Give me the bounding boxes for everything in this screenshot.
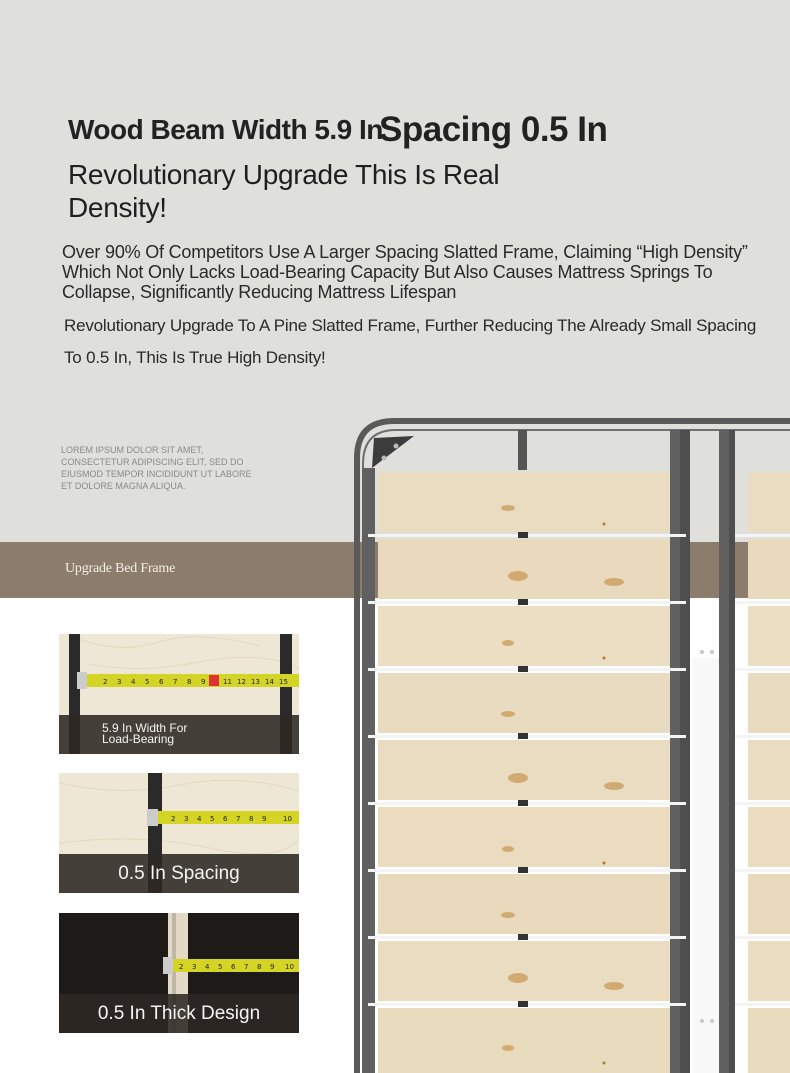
- svg-text:6: 6: [223, 815, 228, 823]
- competitor-paragraph: Over 90% Of Competitors Use A Larger Spacing Slatted Frame, Claiming “High Density” Which Not Only Lacks Load-Bearing Capacity But Also Causes Mattress Springs To Collapse, Significantly Reducing Mattress Lifespan: [62, 242, 748, 302]
- svg-text:9: 9: [270, 963, 275, 971]
- svg-text:5: 5: [210, 815, 215, 823]
- svg-text:8: 8: [187, 678, 192, 686]
- svg-text:4: 4: [205, 963, 210, 971]
- svg-text:3: 3: [117, 678, 122, 686]
- svg-text:2: 2: [103, 678, 108, 686]
- svg-text:13: 13: [251, 678, 260, 686]
- slatted-frame-illustration: [352, 418, 790, 1073]
- svg-text:3: 3: [192, 963, 197, 971]
- svg-text:11: 11: [223, 678, 232, 686]
- svg-text:10: 10: [283, 815, 292, 823]
- svg-text:6: 6: [159, 678, 164, 686]
- svg-text:9: 9: [262, 815, 267, 823]
- upgrade-line-1: Revolutionary Upgrade To A Pine Slatted Frame, Further Reducing The Already Small Spacing: [64, 316, 757, 335]
- svg-text:2: 2: [171, 815, 176, 823]
- thumbnail-spacing-label: 0.5 In Spacing: [59, 854, 299, 893]
- bed-frame-image: [352, 418, 790, 1073]
- svg-text:9: 9: [201, 678, 206, 686]
- upgrade-line-2: To 0.5 In, This Is True High Density!: [64, 348, 326, 367]
- thumbnail-thickness-label: 0.5 In Thick Design: [59, 994, 299, 1033]
- svg-text:5: 5: [218, 963, 223, 971]
- svg-text:15: 15: [279, 678, 288, 686]
- thumbnail-width-label: 5.9 In Width For Load-Bearing: [59, 715, 299, 754]
- band-label: Upgrade Bed Frame: [65, 561, 176, 576]
- svg-text:4: 4: [131, 678, 136, 686]
- thumbnail-thickness: [59, 913, 299, 1033]
- upgrade-paragraph: [64, 310, 790, 374]
- svg-text:10: 10: [285, 963, 294, 971]
- headline-spacing: Spacing 0.5 In: [379, 110, 608, 149]
- svg-text:12: 12: [237, 678, 246, 686]
- svg-text:7: 7: [244, 963, 249, 971]
- placeholder-text: LOREM IPSUM DOLOR SIT AMET, CONSECTETUR ADIPISCING ELIT, SED DO EIUSMOD TEMPOR INCIDIDUNT UT LABORE ET DOLORE MAGNA ALIQUA.: [61, 445, 252, 491]
- svg-text:2: 2: [179, 963, 184, 971]
- subheadline: Revolutionary Upgrade This Is Real Density!: [68, 159, 500, 223]
- thumbnail-spacing: [59, 773, 299, 893]
- svg-text:8: 8: [249, 815, 254, 823]
- svg-text:14: 14: [265, 678, 274, 686]
- svg-text:6: 6: [231, 963, 236, 971]
- svg-text:3: 3: [184, 815, 189, 823]
- svg-text:7: 7: [236, 815, 241, 823]
- svg-text:4: 4: [197, 815, 202, 823]
- svg-text:7: 7: [173, 678, 178, 686]
- svg-text:5: 5: [145, 678, 150, 686]
- thumbnail-width: [59, 634, 299, 754]
- headline-width: Wood Beam Width 5.9 In: [68, 114, 383, 145]
- svg-text:8: 8: [257, 963, 262, 971]
